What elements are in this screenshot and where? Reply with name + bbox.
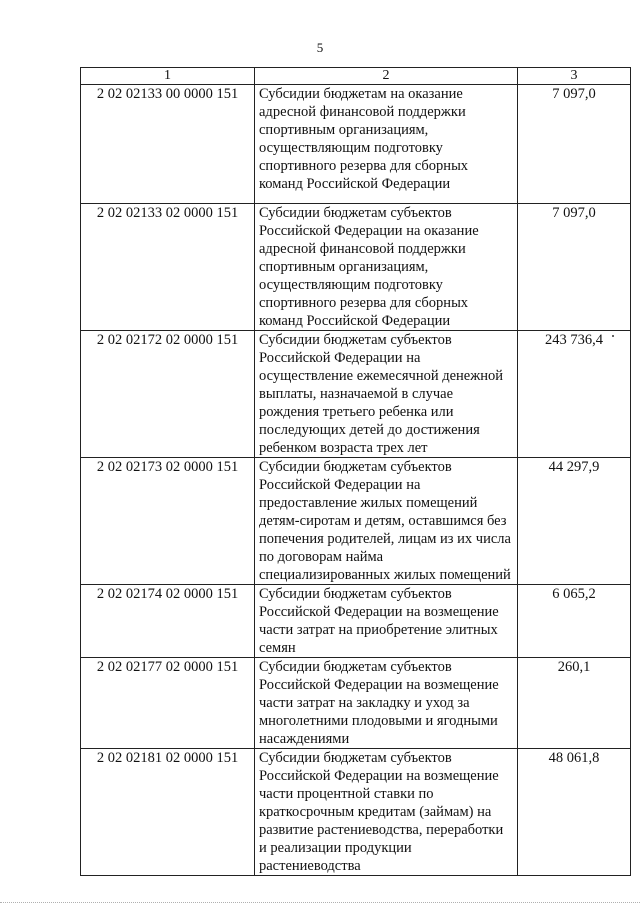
table-row (81, 204, 631, 331)
income-description: Субсидии бюджетам субъектов Российской Федерации на возмещение части затрат на закладку и уход за многолетними плодовыми и ягодными насаждениями (255, 658, 518, 749)
page-bottom-edge (0, 902, 640, 903)
budget-code: 2 02 02133 00 0000 151 (81, 85, 255, 204)
column-header-description: 2 (255, 68, 518, 85)
budget-code: 2 02 02173 02 0000 151 (81, 458, 255, 585)
budget-code: 2 02 02174 02 0000 151 (81, 585, 255, 658)
table-row (81, 331, 631, 458)
income-description: Субсидии бюджетам субъектов Российской Федерации на осуществление ежемесячной денежной выплаты, назначаемой в случае рождения третьего ребенка или последующих детей до достижения ребенком возраста трех лет (255, 331, 518, 458)
table-row (81, 85, 631, 204)
table-header (81, 68, 631, 85)
income-description: Субсидии бюджетам субъектов Российской Федерации на возмещение части затрат на приобретение элитных семян (255, 585, 518, 658)
income-description: Субсидии бюджетам субъектов Российской Федерации на возмещение части процентной ставки по краткосрочным кредитам (займам) на развитие растениеводства, переработки и реализации продукции растениеводства (255, 749, 518, 876)
amount: 7 097,0 (518, 85, 631, 204)
amount: 48 061,8 (518, 749, 631, 876)
budget-code: 2 02 02133 02 0000 151 (81, 204, 255, 331)
amount: 44 297,9 (518, 458, 631, 585)
income-description: Субсидии бюджетам субъектов Российской Федерации на предоставление жилых помещений детям-сиротам и детям, оставшимся без попечения родителей, лицам из их числа по договорам найма специализированных жилых помещений (255, 458, 518, 585)
amount: 260,1 (518, 658, 631, 749)
amount: 6 065,2 (518, 585, 631, 658)
table-row (81, 585, 631, 658)
column-header-amount: 3 (518, 68, 631, 85)
page-number: 5 (316, 40, 324, 55)
table-row (81, 658, 631, 749)
income-description: Субсидии бюджетам на оказание адресной финансовой поддержки спортивным организациям, осуществляющим подготовку спортивного резерва для сборных команд Российской Федерации (255, 85, 518, 204)
budget-code: 2 02 02172 02 0000 151 (81, 331, 255, 458)
table-row (81, 458, 631, 585)
amount: 243 736,4 (518, 331, 631, 458)
scan-speck (612, 335, 614, 337)
income-description: Субсидии бюджетам субъектов Российской Федерации на оказание адресной финансовой поддержки спортивным организациям, осуществляющим подготовку спортивного резерва для сборных команд Российской Федерации (255, 204, 518, 331)
budget-code: 2 02 02177 02 0000 151 (81, 658, 255, 749)
table-body (81, 85, 631, 876)
header-row (81, 68, 631, 85)
table-row (81, 749, 631, 876)
amount: 7 097,0 (518, 204, 631, 331)
column-header-code: 1 (81, 68, 255, 85)
budget-code: 2 02 02181 02 0000 151 (81, 749, 255, 876)
budget-table (80, 67, 631, 876)
